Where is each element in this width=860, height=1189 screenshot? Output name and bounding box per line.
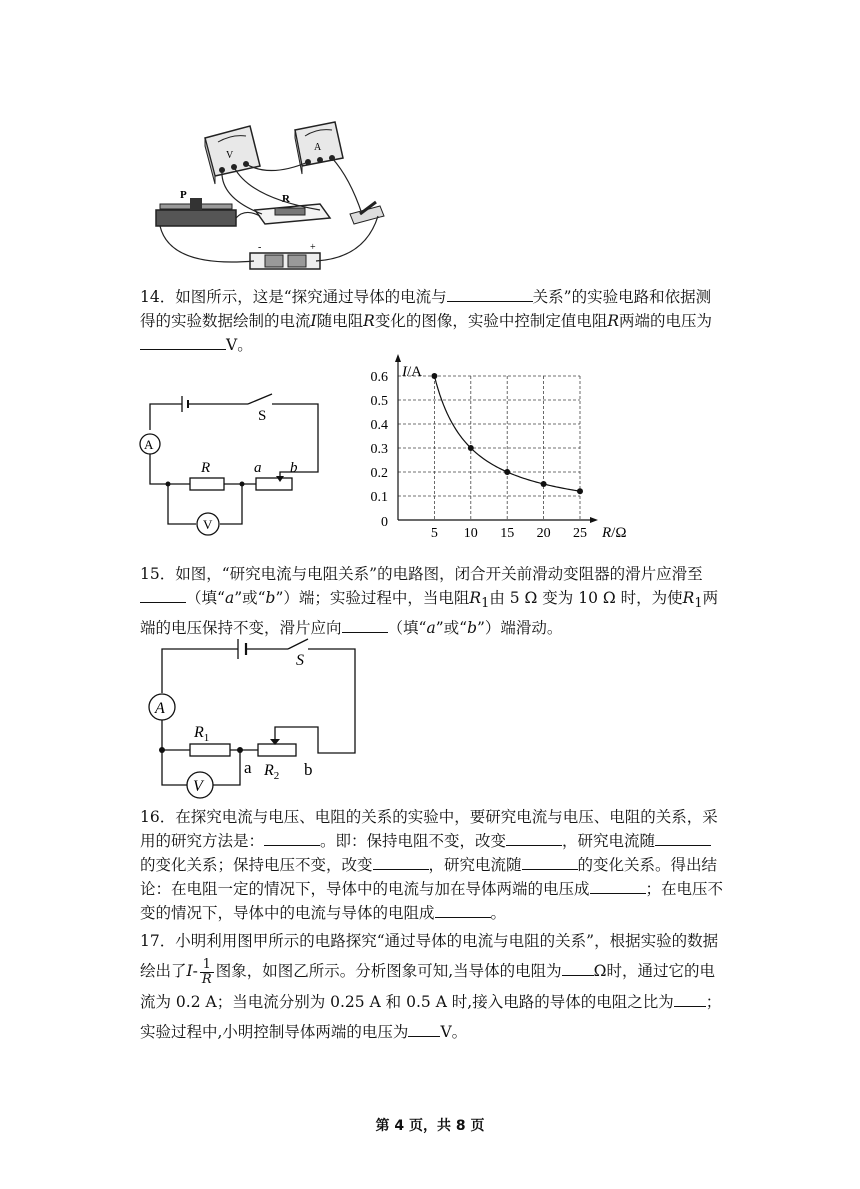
data-point [541,481,547,487]
q16-blank-3[interactable] [655,829,711,846]
y-tick-label: 0 [381,515,388,530]
q14-circuit-diagram [130,390,330,530]
photo-voltmeter-label: V [226,150,234,161]
q16-blank-6[interactable] [590,877,646,894]
x-tick-label: 25 [573,526,587,541]
q17-number: 17． [140,932,176,950]
y-axis-label: I/A [402,364,422,380]
q15-terminal-a-label: a [244,758,252,777]
y-tick-label: 0.1 [370,490,388,505]
question-14: 14．如图所示，这是“探究通过导体的电流与 关系”的实验电路和依据测得的实验数据绘制的电流I随电阻R变化的图像，实验中控制定值电阻R两端的电压为V。 [140,285,725,357]
q15-voltmeter-label: V [193,778,203,795]
q14-terminal-b-label: b [290,460,298,476]
q16-blank-2[interactable] [506,829,562,846]
q14-ammeter-label: A [144,437,154,452]
question-15: 15．如图，“研究电流与电阻关系”的电路图，闭合开关前滑动变阻器的滑片应滑至（填“a”或“b”）端；实验过程中，当电阻$R_1$由 5 Ω 变为 10 Ω 时，为使$R_1$两端的电压保持不变，滑片应向 （填“a”或“b”）端滑动。 [140,565,719,638]
y-tick-label: 0.5 [370,394,388,409]
data-point [431,373,437,379]
q14-number: 14． [140,288,176,306]
x-axis-arrow [590,517,598,523]
q14-switch-label: S [258,408,267,424]
y-tick-label: 0.4 [370,418,388,433]
q17-blank-1[interactable] [562,959,594,976]
q15-blank-2[interactable] [342,616,388,633]
q15-number: 15． [140,565,176,583]
svg-text:+: + [310,242,316,253]
apparatus-illustration [150,118,390,278]
q17-blank-2[interactable] [674,990,706,1007]
y-tick-label: 0.3 [370,442,388,457]
photo-rheostat-label: P [180,189,187,201]
q17-blank-3[interactable] [408,1020,440,1037]
current-resistance-chart [360,362,627,542]
q16-blank-5[interactable] [522,853,578,870]
page-footer: 第 4 页，共 8 页 [375,1118,485,1134]
q15-r1-label: $R_1$ [194,724,210,744]
photo-resistor-label: R [282,193,290,205]
q15-circuit-diagram [140,635,370,805]
data-point [504,469,510,475]
data-point [468,445,474,451]
question-17: 17．小明利用图甲所示的电路探究“通过导体的电流与电阻的关系”，根据实验的数据绘出了I- $\frac{1}{R}$ 图象，如图乙所示。分析图象可知,当导体的电阻为 Ω时，通过它的电流为 0.2 A；当电流分别为 0.25 A 和 0.5 A 时,接入电路的导体的电阻之比为 ；实验过程中,小明控制导体两端的电压为 V。 [140,932,722,1041]
y-tick-label: 0.2 [370,466,388,481]
q14-resistor-label: R [201,460,211,476]
q15-blank-1[interactable] [140,586,186,603]
q14-voltmeter-label: V [203,517,213,532]
data-point [577,488,583,494]
x-tick-label: 5 [430,526,438,541]
q14-blank-1[interactable] [447,285,533,302]
q15-r2-label: $R_2$ [264,762,280,782]
x-tick-label: 10 [463,526,478,541]
x-axis-label: R/Ω [602,525,627,541]
q16-blank-7[interactable] [435,901,491,918]
x-tick-label: 15 [500,526,515,541]
q16-number: 16． [140,808,176,826]
q16-blank-4[interactable] [373,853,429,870]
x-tick-label: 20 [536,526,551,541]
question-16: 16．在探究电流与电压、电阻的关系的实验中，要研究电流与电压、电阻的关系，采用的研究方法是： 。即：保持电阻不变，改变 ，研究电流随的变化关系；保持电压不变，改变 ，研究电流随 的变化关系。得出结论：在电阻一定的情况下，导体中的电流与加在导体两端的电压成 ；在电压不变的情况下，导体中的电流与导体的电阻成 。 [140,808,724,922]
q15-terminal-b-label: b [304,760,313,779]
q14-terminal-a-label: a [254,460,262,476]
q15-ammeter-label: A [155,700,165,717]
q16-blank-1[interactable] [264,829,320,846]
q15-switch-label: S [296,652,304,669]
q17-fraction: $\frac{1}{R}$ [201,956,212,987]
y-tick-label: 0.6 [370,370,388,385]
svg-text:-: - [258,242,262,253]
q14-blank-2[interactable] [140,333,226,350]
photo-ammeter-label: A [314,142,322,153]
